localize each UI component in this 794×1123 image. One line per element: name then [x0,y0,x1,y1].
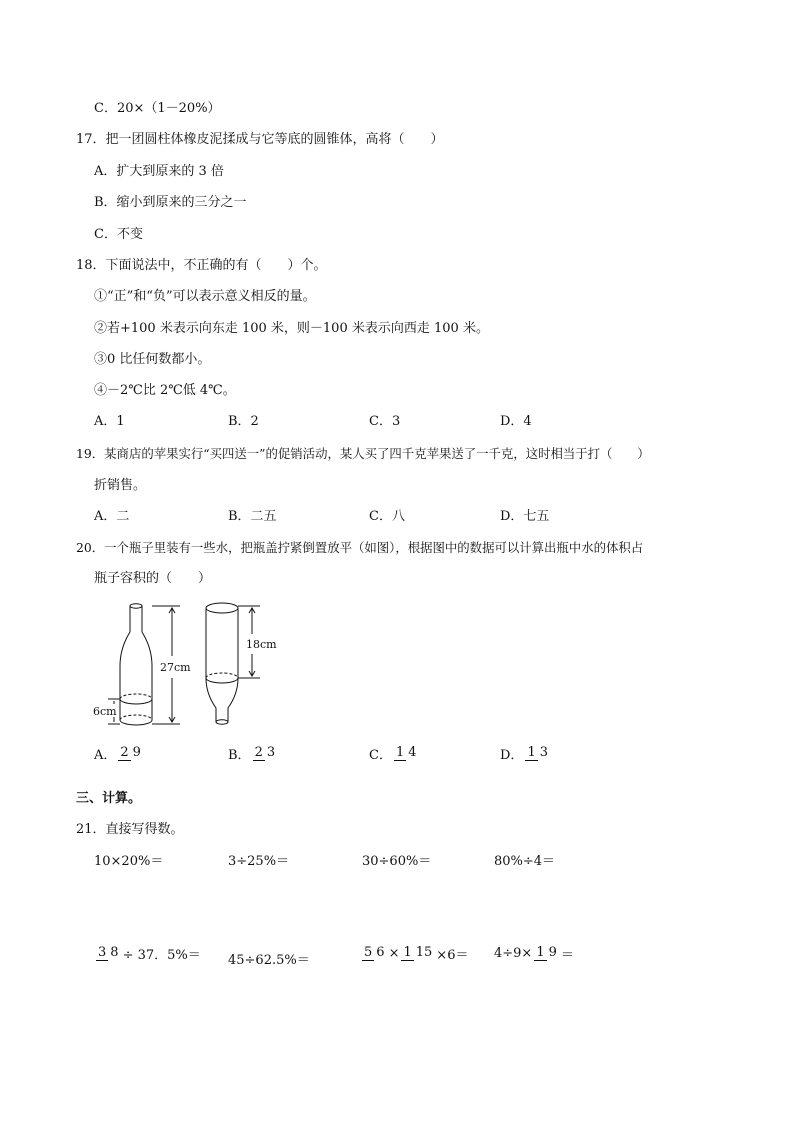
q19-option-d: D．七五 [500,509,550,524]
q19-stem: 19．某商店的苹果实行“买四送一”的促销活动，某人买了四千克苹果送了一千克，这时相当于打（ ） [76,446,650,461]
q20-option-c [369,744,421,763]
inverted-bottle [206,603,238,724]
q18-option-b: B．2 [228,414,259,429]
q21-expr-5-rest: ÷ 37．5%＝ [122,948,201,963]
q21-expr-5 [94,944,201,963]
fraction-numerator: 1 [536,945,545,960]
q21-expr-7-fraction-1 [362,946,387,961]
q18-statement-3: ③0 比任何数都小。 [94,352,211,367]
q18-statement-2: ②若+100 米表示向东走 100 米，则－100 米表示向西走 100 米。 [94,321,489,336]
q20-option-c-fraction [394,746,419,761]
q21-expr-6: 45÷62.5%＝ [228,953,310,968]
q20-option-d [500,744,552,763]
section-title: 三、计算。 [76,791,142,806]
q20-option-d-fraction [525,746,550,761]
q19-stem-cont: 折销售。 [94,478,147,493]
q21-expr-7-op: × [388,946,400,961]
q18-statement-4: ④－2℃比 2℃低 4℃。 [94,383,236,398]
fraction-denominator: 9 [132,745,141,760]
fraction-denominator: 6 [376,945,385,960]
q21-expr-7-fraction-2 [401,946,434,961]
q20-option-b-label: B． [228,748,251,763]
fraction-denominator: 15 [415,945,433,960]
q21-expr-8 [494,944,574,963]
fraction-numerator: 2 [254,745,263,760]
q17-option-b: B．缩小到原来的三分之一 [94,195,247,210]
q18-option-d: D．4 [500,414,532,429]
q16-option-c: C．20×（1－20%） [94,101,221,116]
q17-option-a: A．扩大到原来的 3 倍 [94,164,224,179]
q18-statement-1: ①“正”和“负”可以表示意义相反的量。 [94,289,316,304]
q21-expr-3: 30÷60%＝ [362,854,432,869]
fig-total-height: 27cm [160,661,191,674]
fraction-denominator: 9 [548,945,557,960]
q18-option-c: C．3 [369,414,401,429]
upright-bottle [120,604,152,725]
q21-expr-8-rest: ＝ [560,948,574,963]
q17-option-c: C．不变 [94,227,143,242]
q21-expr-8-fraction [534,946,559,961]
q20-option-d-label: D． [500,748,524,763]
fraction-numerator: 5 [364,945,373,960]
fraction-denominator: 3 [266,745,276,760]
fraction-numerator: 1 [527,745,536,760]
q21-expr-7 [360,944,468,963]
fraction-numerator: 3 [98,945,107,960]
q20-stem: 20．一个瓶子里装有一些水，把瓶盖拧紧倒置放平（如图），根据图中的数据可以计算出瓶中水的体积占 [76,540,644,555]
q20-option-b [228,744,279,763]
q19-option-a: A．二 [94,509,130,524]
q20-option-a [94,744,145,763]
fig-air-height: 18cm [246,638,277,651]
fraction-numerator: 1 [395,745,405,760]
fraction-numerator: 1 [403,945,412,960]
q20-option-a-label: A． [94,748,117,763]
q21-stem: 21．直接写得数。 [76,822,184,837]
q21-expr-1: 10×20%＝ [94,854,164,869]
fraction-denominator: 3 [539,745,548,760]
q20-stem-cont: 瓶子容积的（ ） [94,571,212,586]
q18-option-a: A．1 [94,414,125,429]
q17-stem: 17．把一团圆柱体橡皮泥揉成与它等底的圆锥体，高将（ ） [76,132,444,147]
fraction-denominator: 4 [408,745,417,760]
q18-stem: 18．下面说法中，不正确的有（ ）个。 [76,258,327,273]
q21-expr-5-fraction [96,946,121,961]
q21-expr-7-rest: ×6＝ [436,948,469,963]
q21-expr-2: 3÷25%＝ [228,854,290,869]
bottle-figure [90,598,290,733]
q21-expr-8-pre: 4÷9× [494,946,533,961]
q19-option-b: B．二五 [228,509,277,524]
q20-option-c-label: C． [369,748,392,763]
q20-option-b-fraction [253,746,278,761]
q20-option-a-fraction [118,746,143,761]
q21-expr-4: 80%÷4＝ [494,854,556,869]
fraction-denominator: 8 [110,945,119,960]
fig-water-height: 6cm [93,705,117,718]
q19-option-c: C．八 [369,509,405,524]
fraction-numerator: 2 [120,745,129,760]
